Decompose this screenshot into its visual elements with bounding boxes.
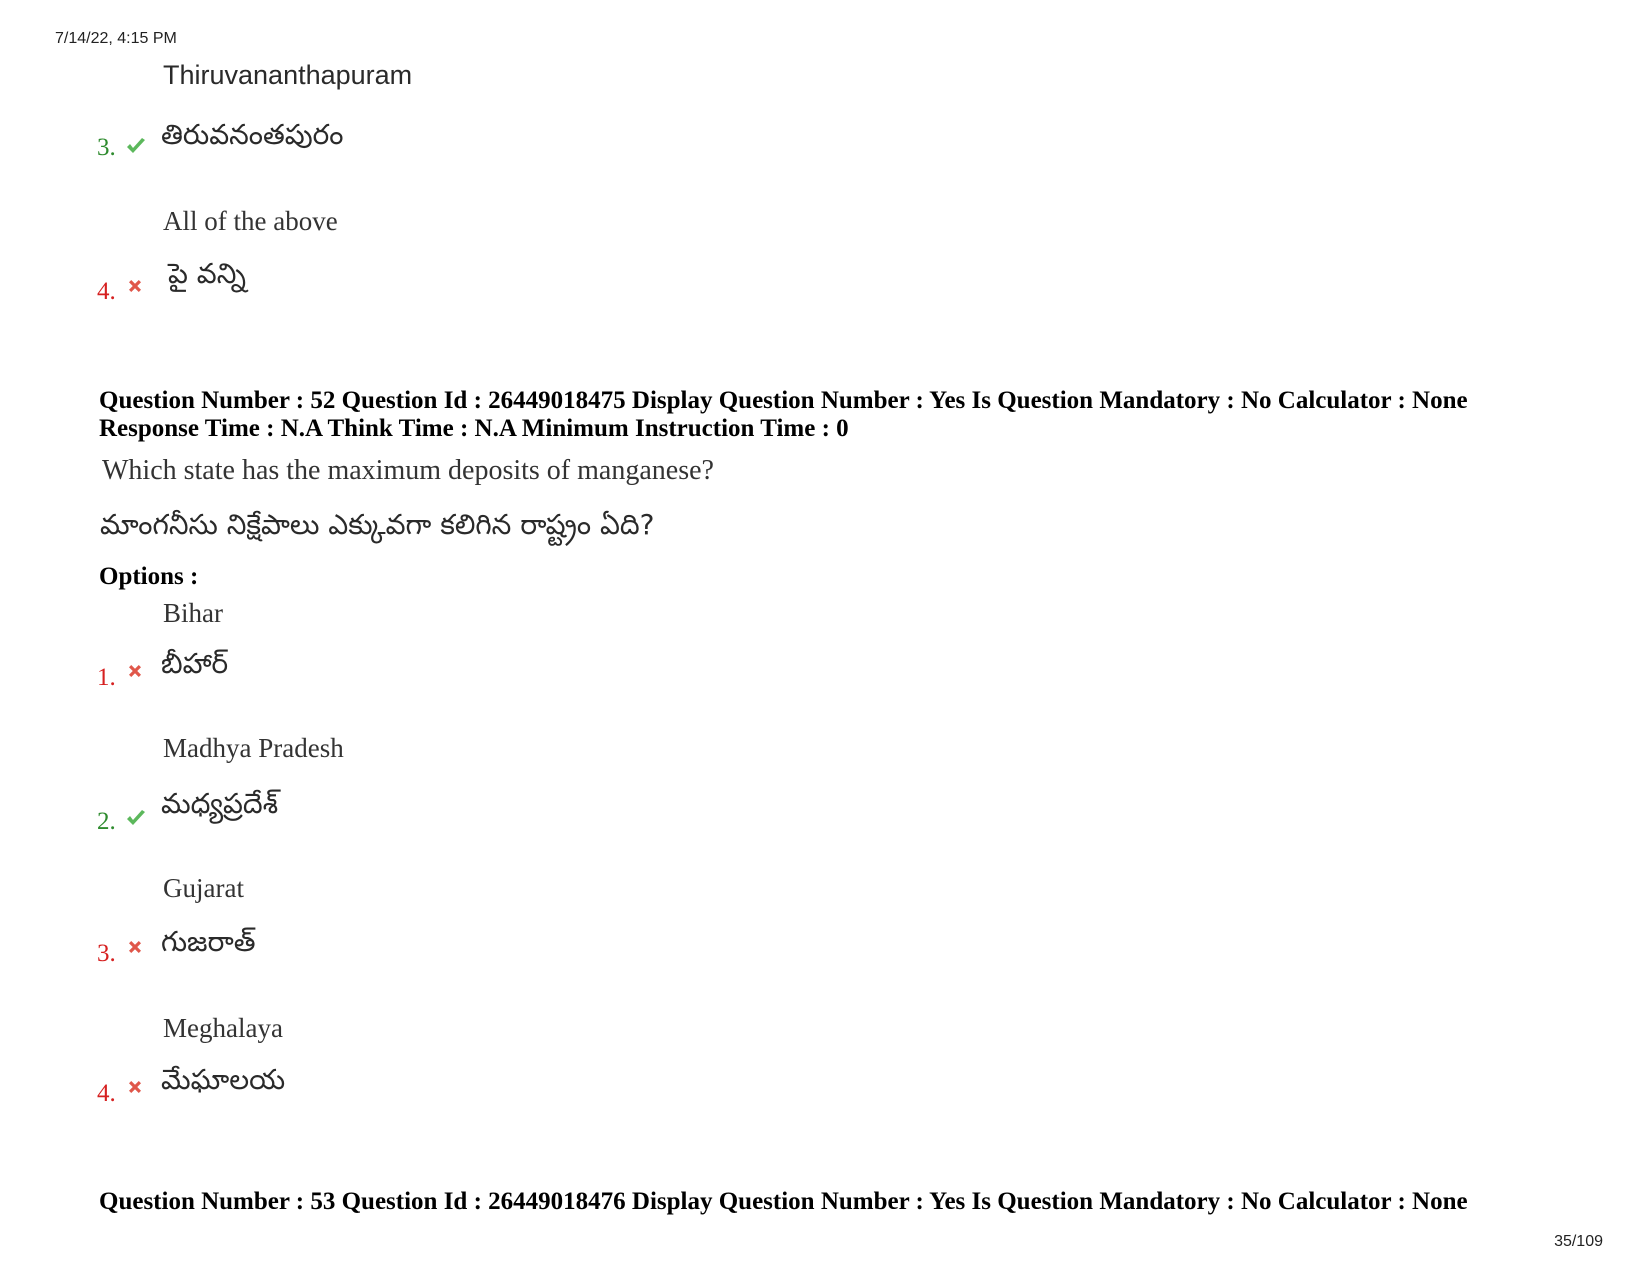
cross-icon — [126, 277, 144, 295]
page-number: 35/109 — [1554, 1233, 1603, 1250]
option-text-en: Meghalaya — [163, 1013, 283, 1043]
option-number: 4. — [97, 1080, 116, 1107]
option-text-en: Madhya Pradesh — [163, 733, 344, 763]
question-text-en: Which state has the maximum deposits of manganese? — [102, 455, 714, 486]
option-text-te: తిరువనంతపురం — [161, 118, 344, 151]
option-text-te: మధ్యప్రదేశ్ — [161, 787, 279, 820]
check-icon — [124, 806, 148, 830]
option-text-en: Gujarat — [163, 873, 244, 903]
option-number: 3. — [97, 940, 116, 967]
option-text-te: బీహార్ — [161, 647, 229, 680]
question-meta-line: Question Number : 52 Question Id : 26449018475 Display Question Number : Yes Is Question Mandatory : No Calculator : None — [99, 387, 1468, 414]
print-timestamp: 7/14/22, 4:15 PM — [55, 30, 177, 47]
check-icon — [124, 134, 148, 158]
option-text-en: All of the above — [163, 206, 338, 236]
option-number: 3. — [97, 134, 116, 161]
option-text-te: మేఘాలయ — [161, 1063, 286, 1096]
cross-icon — [126, 938, 144, 956]
question-meta-line: Question Number : 53 Question Id : 26449018476 Display Question Number : Yes Is Question Mandatory : No Calculator : None — [99, 1188, 1468, 1215]
option-text-te: పై వన్ని — [168, 257, 246, 290]
option-text-en: Thiruvananthapuram — [163, 60, 413, 90]
question-text-te: మాంగనీసు నిక్షేపాలు ఎక్కువగా కలిగిన రాష్ట్రం ఏది? — [100, 508, 655, 541]
option-text-en: Bihar — [163, 598, 223, 628]
option-number: 1. — [97, 664, 116, 691]
option-number: 4. — [97, 278, 116, 305]
question-meta-line: Response Time : N.A Think Time : N.A Minimum Instruction Time : 0 — [99, 415, 849, 442]
options-label: Options : — [99, 563, 199, 590]
cross-icon — [126, 1078, 144, 1096]
option-text-te: గుజరాత్ — [161, 925, 256, 958]
cross-icon — [126, 662, 144, 680]
option-number: 2. — [97, 808, 116, 835]
